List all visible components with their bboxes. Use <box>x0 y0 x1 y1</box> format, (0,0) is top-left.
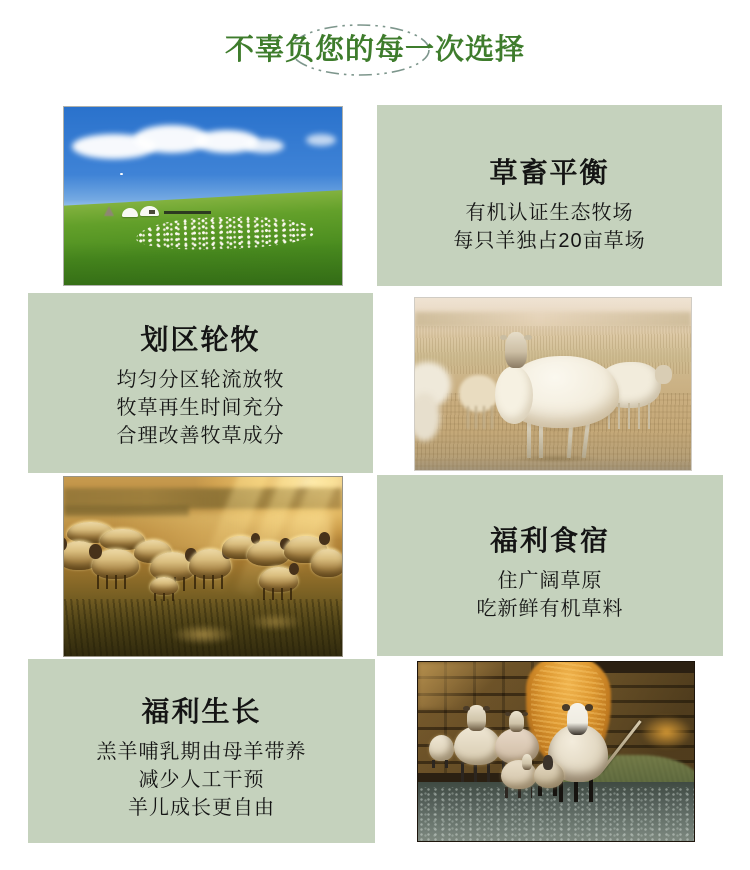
lamb-body <box>429 735 454 761</box>
card-line: 减少人工干预 <box>138 769 265 791</box>
page-title: 不辜负您的每一次选择 <box>224 34 525 66</box>
sheep-head <box>567 703 589 735</box>
sheep-ear <box>483 706 490 711</box>
sheep-legs <box>461 762 494 782</box>
card-line: 羊儿成长更自由 <box>128 797 275 819</box>
sheep-legs <box>559 779 598 801</box>
backlit-sheep <box>150 552 194 581</box>
sunlit-corner <box>418 662 506 709</box>
sheep-ear <box>585 704 593 710</box>
backlit-sheep <box>311 549 343 578</box>
backlit-lamb <box>150 577 178 595</box>
card-title: 福利食宿 <box>489 525 610 556</box>
lamb <box>429 735 454 767</box>
sheep-leg <box>539 424 543 458</box>
backlit-sheep <box>247 541 289 566</box>
sheep-head <box>655 365 672 384</box>
page-header <box>0 20 750 82</box>
sheep-ear <box>562 704 570 710</box>
fence-line <box>164 211 211 214</box>
sheep-ear <box>522 712 528 716</box>
backlit-sheep <box>259 567 298 592</box>
card-title: 草畜平衡 <box>489 157 610 188</box>
card-title: 划区轮牧 <box>140 324 261 355</box>
sheep-ear <box>463 706 470 711</box>
bird <box>120 173 123 175</box>
cloud <box>245 139 284 153</box>
foreground-shade <box>64 242 342 285</box>
sheep-leg <box>527 421 531 458</box>
sheep-head <box>467 705 486 731</box>
sheep-chest-fluff <box>495 366 533 424</box>
sheep-head <box>505 332 527 367</box>
sheep-head <box>509 711 525 732</box>
card-line: 每只羊独占20亩草场 <box>453 230 646 252</box>
golden-hay-patch <box>642 716 692 748</box>
lamb-head <box>543 755 553 770</box>
card-line: 羔羊哺乳期由母羊带养 <box>96 741 307 763</box>
golden-glow-patch <box>170 624 237 645</box>
lamb-dark-face <box>534 759 564 797</box>
lamb-head <box>522 754 533 770</box>
herder-tent <box>104 206 114 216</box>
sheep-ear <box>500 335 507 341</box>
info-card-welfare-boarding <box>377 475 723 656</box>
info-card-grass-livestock-balance <box>377 105 722 286</box>
sheep-shadow <box>510 454 601 463</box>
info-card-rotational-grazing <box>28 293 373 473</box>
photo-sunset-flock <box>63 476 343 657</box>
photo-sheep-family-haystacks <box>417 661 695 842</box>
photo-grassland-ranch <box>63 106 343 286</box>
sheep-ear <box>524 335 531 341</box>
lamb-legs <box>467 406 495 428</box>
sheep-ear <box>505 712 511 716</box>
sheep-body <box>454 726 501 765</box>
lamb-legs <box>432 760 451 768</box>
backlit-sheep <box>92 549 139 579</box>
photo-sheep-autumn-steppe <box>414 297 692 471</box>
golden-glow-patch <box>247 613 303 631</box>
card-line: 住广阔草原 <box>497 570 603 592</box>
info-card-welfare-growth <box>28 659 375 843</box>
ewe-standing <box>454 707 501 782</box>
card-line: 牧草再生时间充分 <box>116 397 285 419</box>
vehicle <box>149 210 155 214</box>
sheep-leg <box>567 422 573 457</box>
card-line: 均匀分区轮流放牧 <box>116 369 285 391</box>
lamb <box>501 757 537 798</box>
card-title: 福利生长 <box>141 696 262 727</box>
card-line: 合理改善牧草成分 <box>116 425 285 447</box>
card-line: 吃新鲜有机草料 <box>476 598 624 620</box>
main-sheep <box>492 332 619 463</box>
card-line: 有机认证生态牧场 <box>465 202 634 224</box>
